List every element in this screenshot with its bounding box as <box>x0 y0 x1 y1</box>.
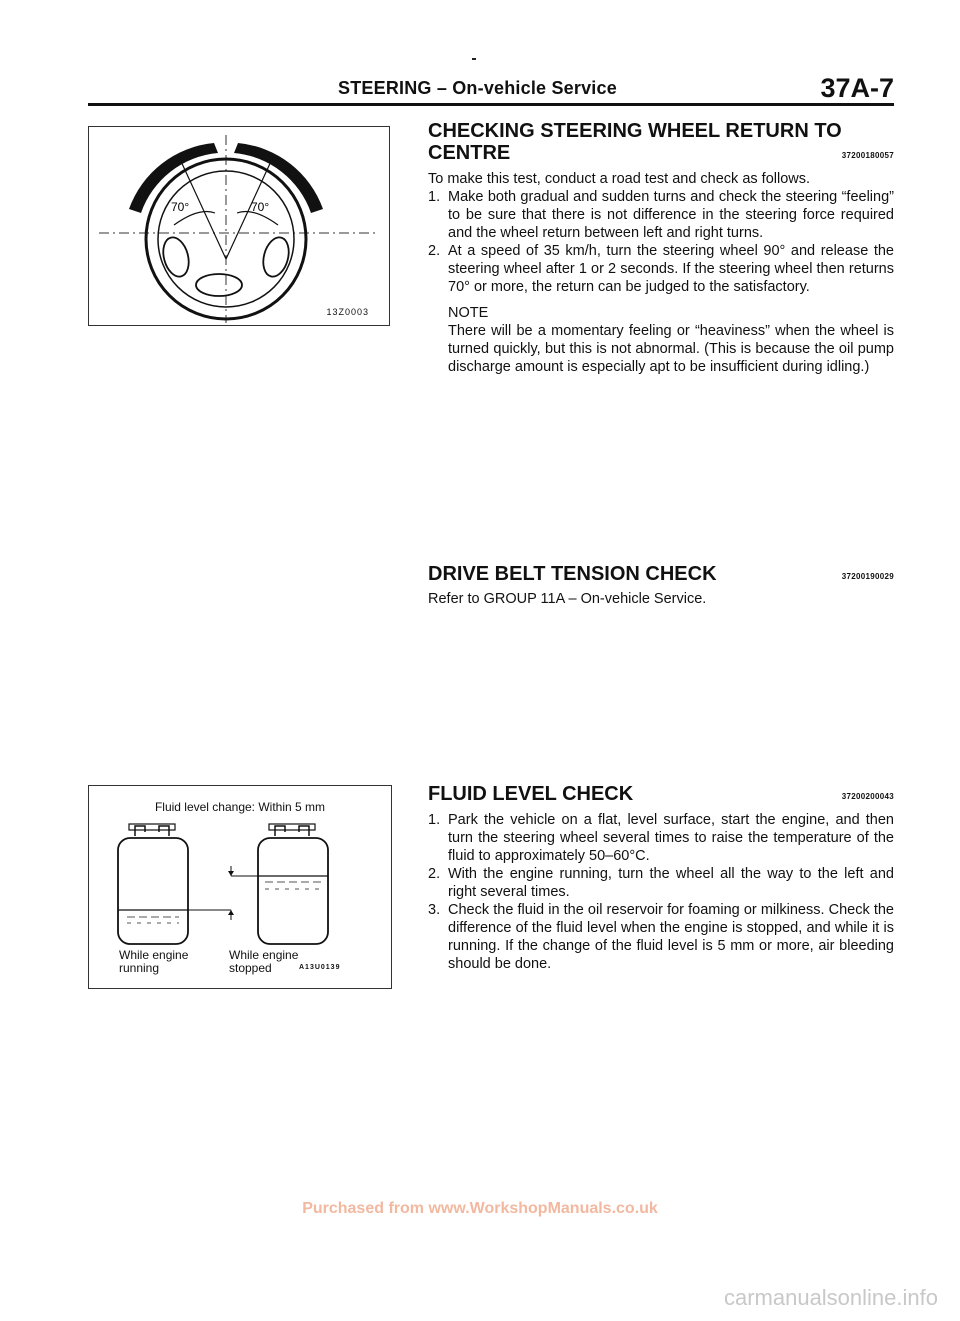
note-text: There will be a momentary feeling or “heaviness” when the wheel is turned quickly, but this is not abnormal. (This is because the oil pump discharge amount is especially apt to be insufficient during idling.) <box>448 323 894 375</box>
right-angle-label: 70° <box>251 200 270 214</box>
section1-title-line2: CENTRE <box>428 142 511 164</box>
list-item <box>428 811 894 865</box>
lower-spoke-opening <box>196 274 242 296</box>
header-title: STEERING – On-vehicle Service <box>338 78 617 98</box>
page-number: 37A-7 <box>820 73 894 103</box>
section3-title-row <box>428 783 894 805</box>
level-difference-marker <box>188 866 258 920</box>
fluid-level-figure <box>88 785 392 989</box>
page-header <box>88 73 894 104</box>
site-watermark: carmanualsonline.info <box>723 1285 938 1310</box>
label-engine-running: While engine running <box>119 948 189 975</box>
right-spoke-opening <box>259 235 293 280</box>
list-item <box>428 865 894 901</box>
section2-title-row <box>428 563 894 585</box>
section1-code: 37200180057 <box>841 151 894 160</box>
list-item-number: 2. <box>428 243 441 259</box>
list-item-text: Check the fluid in the oil reservoir for foaming or milkiness. Check the difference of the fluid level when the engine is stopped, and while it is running. If the change of the fluid level is 5 mm or more, air bleeding should be done. <box>448 902 894 972</box>
list-item <box>428 901 894 973</box>
list-item-number: 2. <box>428 866 441 882</box>
section1-intro: To make this test, conduct a road test and check as follows. <box>428 171 811 187</box>
list-item-number: 1. <box>428 189 441 205</box>
section2-text: Refer to GROUP 11A – On-vehicle Service. <box>428 591 707 607</box>
reservoir-stopped <box>258 824 328 944</box>
note-block <box>428 304 894 376</box>
figure2-caption: Fluid level change: Within 5 mm <box>154 800 326 814</box>
list-item-number: 3. <box>428 902 441 918</box>
header-rule <box>88 103 894 106</box>
section2-title: DRIVE BELT TENSION CHECK <box>428 563 717 585</box>
section-fluid-level <box>428 783 894 973</box>
list-item <box>428 188 894 242</box>
purchase-footer: Purchased from www.WorkshopManuals.co.uk <box>302 1200 658 1217</box>
figure1-code: 13Z0003 <box>326 307 369 317</box>
left-angle-label: 70° <box>171 200 190 214</box>
section3-list <box>428 811 894 973</box>
steering-wheel-drawing <box>89 127 389 325</box>
section-drive-belt <box>428 563 894 608</box>
label-engine-stopped: While engine stopped <box>229 948 299 975</box>
section-steering-return <box>428 120 894 376</box>
list-item-number: 1. <box>428 812 441 828</box>
left-spoke-opening <box>159 235 193 280</box>
list-item <box>428 242 894 296</box>
section1-list <box>428 188 894 296</box>
section1-title-row <box>428 142 894 164</box>
section2-code: 37200190029 <box>841 572 894 581</box>
list-item-text: Park the vehicle on a flat, level surface, start the engine, and then turn the steering wheel several times to raise the temperature of the fluid to approximately 50–60°C. <box>448 812 894 864</box>
figure2-code: A13U0139 <box>299 964 341 971</box>
section3-code: 37200200043 <box>841 792 894 801</box>
section3-title: FLUID LEVEL CHECK <box>428 783 634 805</box>
top-dash-mark <box>472 58 476 60</box>
list-item-text: With the engine running, turn the wheel all the way to the left and right several times. <box>448 866 894 900</box>
reservoir-running <box>118 824 188 944</box>
note-label: NOTE <box>448 305 489 321</box>
list-item-text: Make both gradual and sudden turns and check the steering “feeling” to be sure that there is not difference in the steering force required and the wheel return between left and right turns. <box>448 189 894 241</box>
section1-title-line1: CHECKING STEERING WHEEL RETURN TO <box>428 120 842 142</box>
list-item-text: At a speed of 35 km/h, turn the steering wheel 90° and release the steering wheel after 1 or 2 seconds. If the steering wheel then returns 70° or more, the return can be judged to the satisfactory. <box>448 243 894 295</box>
steering-wheel-figure <box>88 126 390 326</box>
